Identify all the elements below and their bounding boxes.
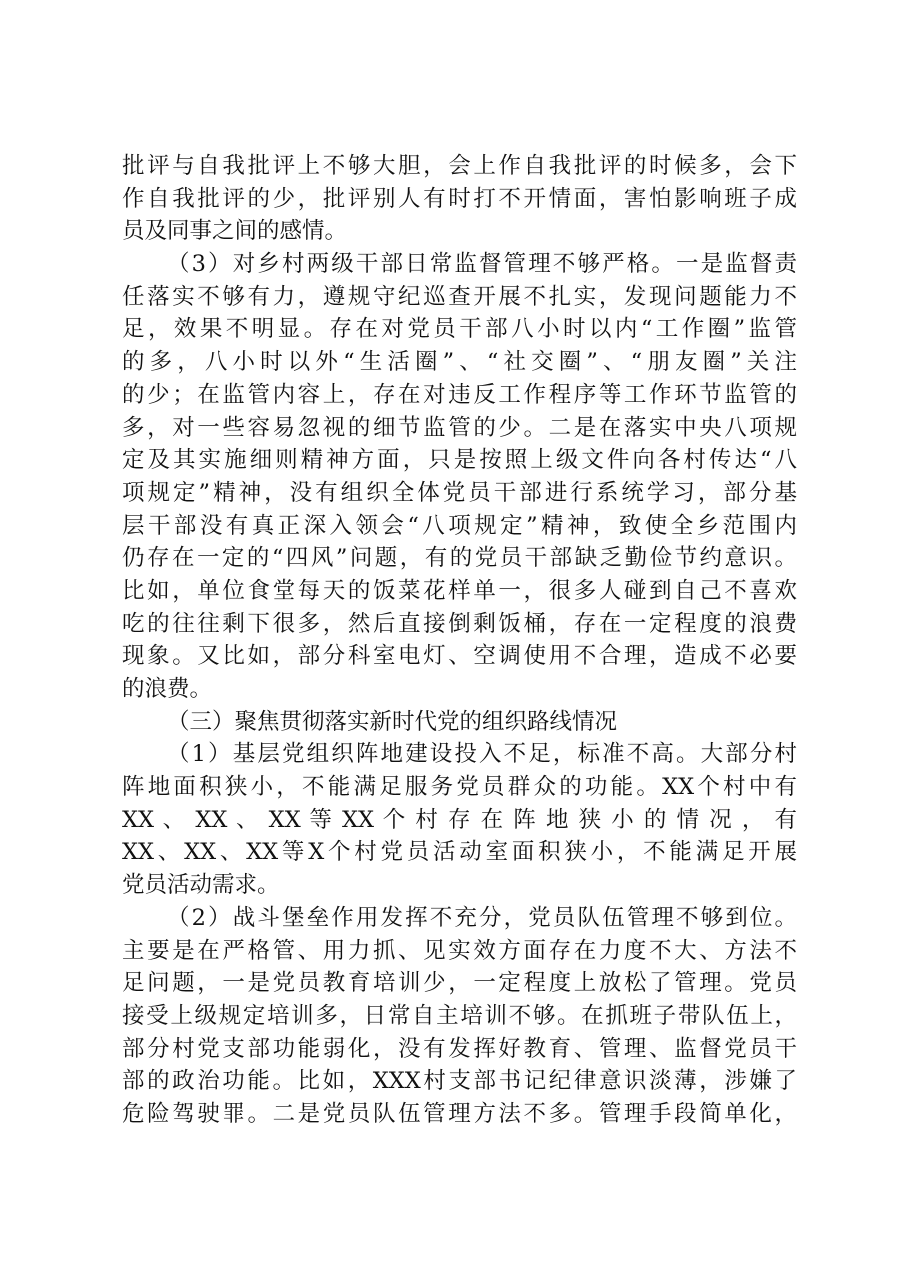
- text-line: 主要是在严格管、用力抓、见实效方面存在力度不大、方法不: [122, 937, 797, 964]
- text-line: 的浪费。: [122, 676, 213, 702]
- text-line: 项规定”精神，没有组织全体党员干部进行系统学习，部分基: [122, 479, 797, 506]
- text-line: 批评与自我批评上不够大胆，会上作自我批评的时候多，会下: [122, 153, 797, 179]
- text-line: 的多，八小时以外“生活圈”、“社交圈”、“朋友圈”关注: [122, 349, 797, 376]
- section-heading: （三）聚焦贯彻落实新时代党的组织路线情况: [167, 708, 618, 735]
- text-line: XX、XX、XX等X个村党员活动室面积狭小，不能满足开展: [122, 839, 797, 866]
- text-line: XX 、 XX 、 XX 等 XX 个 村 存 在 阵 地 狭 小 的 情 况 ， 有: [122, 806, 797, 833]
- text-line: 比如，单位食堂每天的饭菜花样单一，很多人碰到自己不喜欢: [122, 577, 797, 604]
- paragraph-heading-1: （1）基层党组织阵地建设投入不足，标准不高。大部分村: [167, 741, 797, 768]
- text-line: 接受上级规定培训多，日常自主培训不够。在抓班子带队伍上，: [122, 1002, 797, 1029]
- paragraph-heading-3: （3）对乡村两级干部日常监督管理不够严格。一是监督责: [167, 251, 797, 278]
- text-line: 党员活动需求。: [122, 872, 280, 899]
- text-line: 危险驾驶罪。二是党员队伍管理方法不多。管理手段简单化，: [122, 1100, 797, 1127]
- text-line: 多，对一些容易忽视的细节监管的少。二是在落实中央八项规: [122, 414, 797, 441]
- text-line: 定及其实施细则精神方面，只是按照上级文件向各村传达“八: [122, 447, 797, 474]
- text-line: 阵地面积狭小，不能满足服务党员群众的功能。XX个村中有: [122, 774, 797, 801]
- text-line: 的少；在监管内容上，存在对违反工作程序等工作环节监管的: [122, 381, 797, 408]
- paragraph-heading-2: （2）战斗堡垒作用发挥不充分，党员队伍管理不够到位。: [167, 904, 797, 931]
- text-line: 员及同事之间的感情。: [122, 218, 348, 245]
- text-line: 层干部没有真正深入领会“八项规定”精神，致使全乡范围内: [122, 512, 797, 539]
- body-text: [122, 150, 797, 1131]
- text-line: 仍存在一定的“四风”问题，有的党员干部缺乏勤俭节约意识。: [122, 545, 797, 572]
- text-line: 部分村党支部功能弱化，没有发挥好教育、管理、监督党员干: [122, 1035, 797, 1062]
- text-line: 作自我批评的少，批评别人有时打不开情面，害怕影响班子成: [122, 185, 797, 212]
- text-line: 吃的往往剩下很多，然后直接倒剩饭桶，存在一定程度的浪费: [122, 610, 797, 637]
- text-line: 足问题，一是党员教育培训少，一定程度上放松了管理。党员: [122, 970, 797, 997]
- text-line: 现象。又比如，部分科室电灯、空调使用不合理，造成不必要: [122, 643, 797, 670]
- text-line: 部的政治功能。比如，XXX村支部书记纪律意识淡薄，涉嫌了: [122, 1068, 797, 1095]
- text-line: 足，效果不明显。存在对党员干部八小时以内“工作圈”监管: [122, 316, 797, 343]
- text-line: 任落实不够有力，遵规守纪巡查开展不扎实，发现问题能力不: [122, 283, 797, 310]
